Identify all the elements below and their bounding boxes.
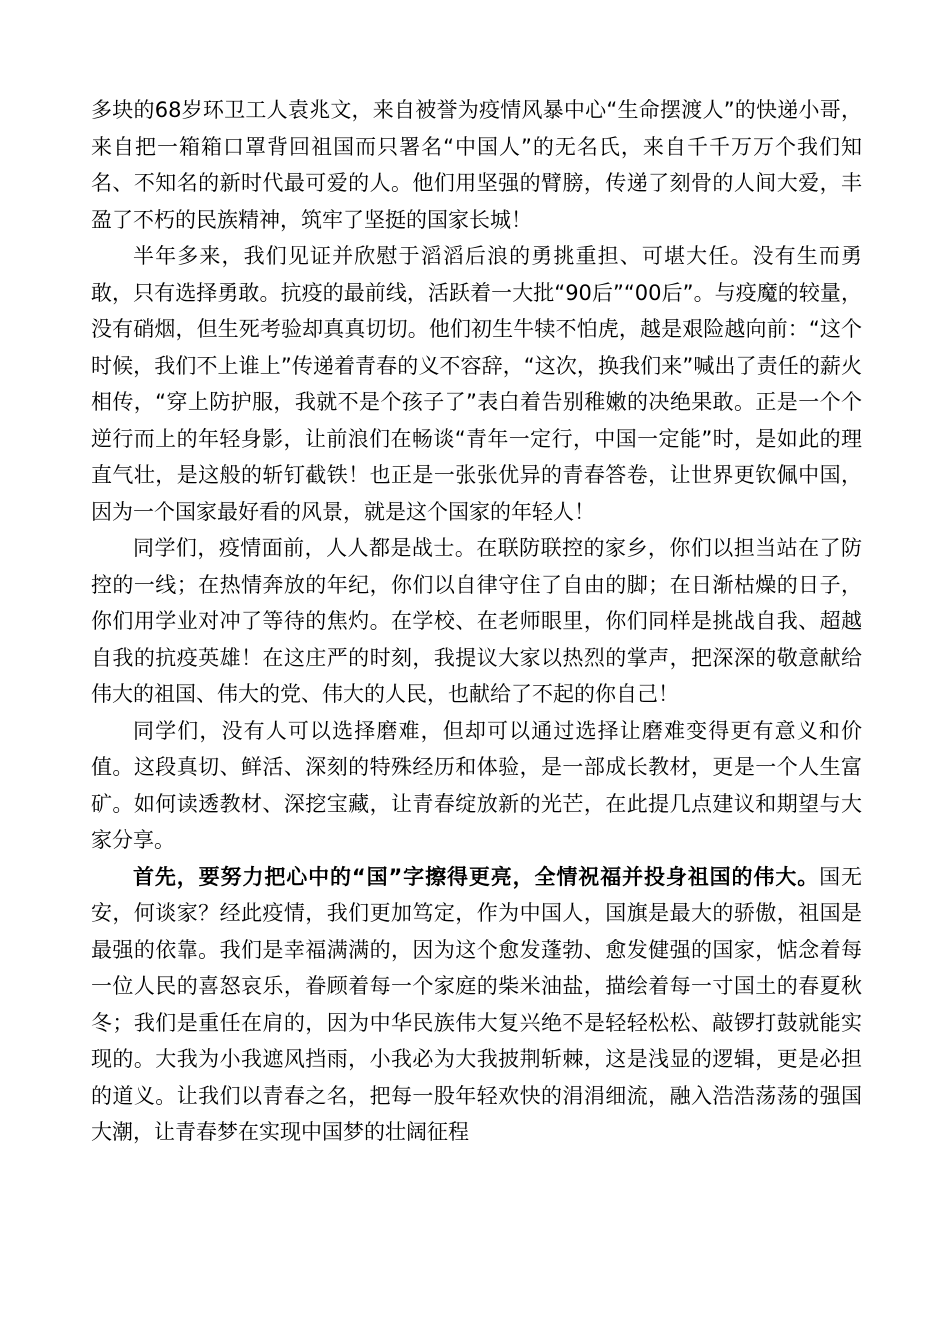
- paragraph: [91, 859, 862, 1151]
- paragraph: [91, 92, 862, 238]
- paragraph-text: 国无安，何谈家？经此疫情，我们更加笃定，作为中国人，国旗是最大的骄傲，祖国是最强的依靠。我们是幸福满满的，因为这个愈发蓬勃、愈发健强的国家，惦念着每一位人民的喜怒哀乐，眷顾着每一个家庭的柴米油盐，描绘着每一寸国土的春夏秋冬；我们是重任在肩的，因为中华民族伟大复兴绝不是轻轻松松、敲锣打鼓就能实现的。大我为小我遮风挡雨，小我必为大我披荆斩棘，这是浅显的逻辑，更是必担的道义。让我们以青春之名，把每一股年轻欢快的涓涓细流，融入浩浩荡荡的强国大潮，让青春梦在实现中国梦的壮阔征程: [91, 864, 862, 1144]
- section-heading-inline: 首先，要努力把心中的“国”字擦得更亮，全情祝福并投身祖国的伟大。: [133, 864, 820, 889]
- paragraph: [91, 238, 862, 530]
- paragraph-text: 同学们，没有人可以选择磨难，但却可以通过选择让磨难变得更有意义和价值。这段真切、鲜活、深刻的特殊经历和体验，是一部成长教材，更是一个人生富矿。如何读透教材、深挖宝藏，让青春绽放新的光芒，在此提几点建议和期望与大家分享。: [91, 718, 862, 852]
- paragraph-text: 多块的68岁环卫工人袁兆文，来自被誉为疫情风暴中心“生命摆渡人”的快递小哥，来自把一箱箱口罩背回祖国而只署名“中国人”的无名氏，来自千千万万个我们知名、不知名的新时代最可爱的人。他们用坚强的臂膀，传递了刻骨的人间大爱，丰盈了不朽的民族精神，筑牢了坚挺的国家长城！: [91, 98, 862, 232]
- paragraph: [91, 530, 862, 713]
- paragraph-text: 半年多来，我们见证并欣慰于滔滔后浪的勇挑重担、可堪大任。没有生而勇敢，只有选择勇敢。抗疫的最前线，活跃着一大批“90后”“00后”。与疫魔的较量，没有硝烟，但生死考验却真真切切。他们初生牛犊不怕虎，越是艰险越向前：“这个时候，我们不上谁上”传递着青春的义不容辞，“这次，换我们来”喊出了责任的薪火相传，“穿上防护服，我就不是个孩子了”表白着告别稚嫩的决绝果敢。正是一个个逆行而上的年轻身影，让前浪们在畅谈“青年一定行，中国一定能”时，是如此的理直气壮，是这般的斩钉截铁！也正是一张张优异的青春答卷，让世界更钦佩中国，因为一个国家最好看的风景，就是这个国家的年轻人！: [91, 244, 862, 524]
- paragraph: [91, 713, 862, 859]
- paragraph-text: 同学们，疫情面前，人人都是战士。在联防联控的家乡，你们以担当站在了防控的一线；在热情奔放的年纪，你们以自律守住了自由的脚；在日渐枯燥的日子，你们用学业对冲了等待的焦灼。在学校、在老师眼里，你们同样是挑战自我、超越自我的抗疫英雄！在这庄严的时刻，我提议大家以热烈的掌声，把深深的敬意献给伟大的祖国、伟大的党、伟大的人民，也献给了不起的你自己！: [91, 536, 862, 706]
- document-page: [91, 92, 862, 1151]
